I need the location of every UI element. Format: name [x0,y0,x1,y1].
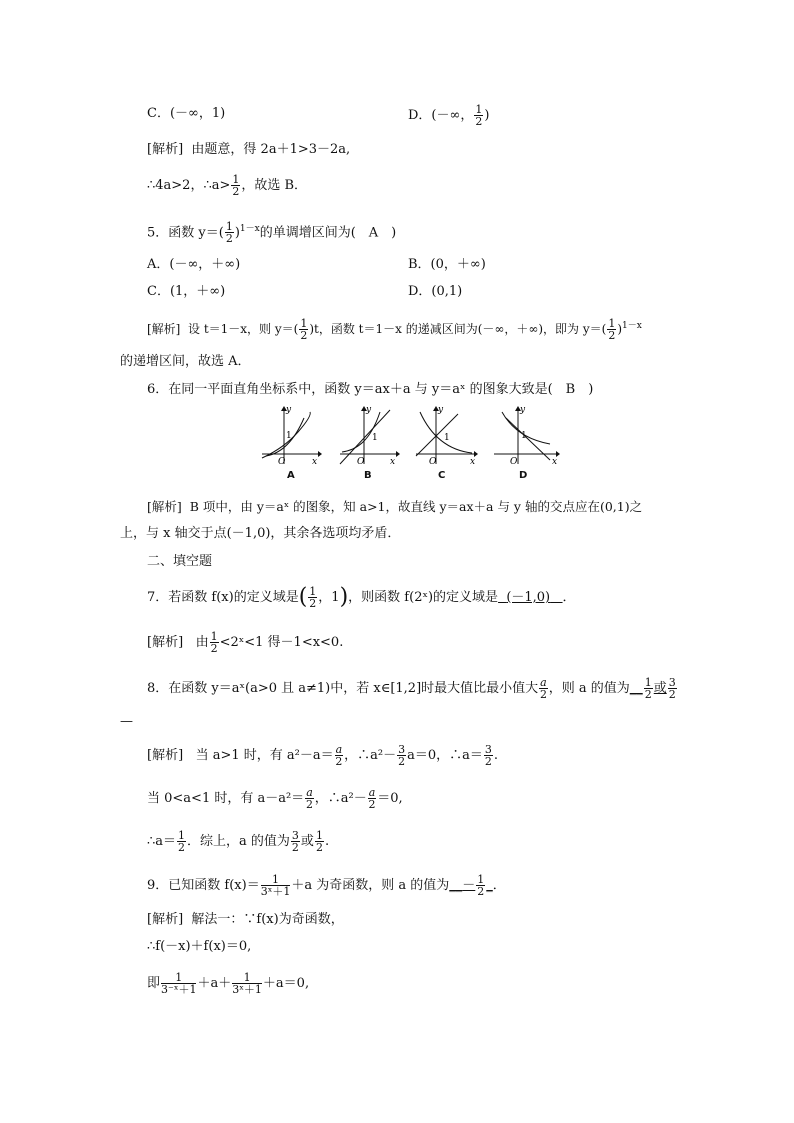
q4-option-d-prefix: D．(－∞， [408,108,474,123]
q5-option-d: D．(0,1) [408,284,463,299]
fraction-one-half: $\frac{1}{2}$ [309,585,317,610]
q7-solution: [解析] 由 $\frac{1}{2}$ <2ˣ<1 得－1<x<0. [147,630,344,655]
q5-solution-line1: [解析] 设 t＝1－x，则 y＝( $\frac{1}{2}$ )t，函数 t＝1－x 的递减区间为(－∞，＋∞)，即为 y＝( $\frac{1}{2}$ )$^{1-x}$ [147,317,642,342]
graph-label-b: B [364,470,372,481]
q6-solution-line2: 上，与 x 轴交于点(－1,0)，其余各选项均矛盾． [120,526,401,541]
svg-text:x: x [470,457,476,466]
svg-text:x: x [390,457,396,466]
q5-option-a: A．(－∞，＋∞) [147,257,241,272]
svg-text:1: 1 [372,433,378,443]
graph-c [412,404,478,466]
graph-b [336,404,400,466]
q5-option-c: C．(1，＋∞) [147,284,226,299]
fraction-one-half: $\frac{1}{2}$ [232,173,240,198]
solution-tag: [解析] [147,322,181,336]
svg-text:1: 1 [444,433,450,443]
svg-text:x: x [552,457,558,466]
fraction-a-over-2: $\frac{a}{2}$ [539,676,547,701]
q8-answer-blank-tail: — [120,714,133,729]
svg-text:y: y [366,405,372,415]
svg-text:O: O [278,457,286,466]
q6-solution-line1: [解析] B 项中，由 y＝aˣ 的图象，知 a>1，故直线 y＝ax＋a 与 y 轴的交点应在(0,1)之 [147,499,643,514]
svg-text:1: 1 [286,431,292,441]
q9-solution-line3: 即 $\frac{1}{\text{3⁻ˣ＋1}}$ ＋a＋ $\frac{1}{\text{3ˣ＋1}}$ ＋a＝0, [147,971,310,996]
svg-text:O: O [357,457,365,466]
svg-text:O: O [510,457,518,466]
graph-d [490,404,560,466]
y-axis-label: y [286,405,292,415]
q8-stem: 8．在函数 y＝aˣ(a>0 且 a≠1)中，若 x∈[1,2]时最大值比最小值大 $\frac{a}{2}$ ，则 a 的值为__ $\frac{1}{2}$ 或 $\frac{3}{2}$ [147,676,676,701]
solution-tag: [解析] [147,142,184,157]
fraction-one-half: $\frac{1}{2}$ [300,317,308,342]
graph-label-c: C [438,470,446,481]
q7-stem: 7．若函数 f(x)的定义域是( $\frac{1}{2}$ ，1)，则函数 f(2ˣ)的定义域是 (－1,0) ． [147,584,576,610]
q6-stem: 6．在同一平面直角坐标系中，函数 y＝ax＋a 与 y＝aˣ 的图象大致是( B ) [147,382,594,397]
svg-text:x: x [312,457,318,466]
svg-text:y: y [520,405,526,415]
solution-tag: [解析] [147,748,184,763]
solution-tag: [解析] [147,499,182,514]
q5-stem: 5．函数 y＝( $\frac{1}{2}$ )$^{1-x}$的单调增区间为( A ) [147,220,397,246]
fraction-one-half: $\frac{1}{2}$ [225,220,233,246]
graph-label-d: D [519,470,528,481]
q5-option-b: B．(0，＋∞) [408,257,486,272]
q4-solution-line2: ∴4a>2，∴a> $\frac{1}{2}$ ，故选 B． [147,173,308,198]
q7-answer: (－1,0) [506,590,551,605]
q8-solution-line2: 当 0<a<1 时，有 a－a²＝ $\frac{a}{2}$ ，∴a²－ $\frac{a}{2}$ ＝0, [147,786,403,811]
q4-option-d-fraction: $\frac{1}{2}$ [475,103,483,128]
section-heading: 二、填空题 [147,554,213,569]
q9-answer: __－ $\frac{1}{2}$ _ [449,873,493,898]
svg-text:y: y [438,405,444,415]
q9-solution-line2: ∴f(－x)＋f(x)＝0, [147,939,252,954]
q8-answer: __ $\frac{1}{2}$ 或 $\frac{3}{2}$ [629,676,676,701]
fraction-1-over-3x-plus-1: $\frac{1}{\text{3ˣ＋1}}$ [260,873,291,898]
q9-solution-line1: [解析] 解法一：∵f(x)为奇函数， [147,912,344,927]
svg-text:1: 1 [521,431,527,441]
q9-stem: 9．已知函数 f(x)＝ $\frac{1}{\text{3ˣ＋1}}$ ＋a 为奇函数，则 a 的值为__－ $\frac{1}{2}$ _． [147,873,506,898]
q4-option-d: D．(－∞， $\frac{1}{2}$ ) [408,103,490,128]
q4-option-c: C．(－∞，1) [147,106,226,121]
solution-tag: [解析] [147,912,184,927]
graph-label-a: A [287,470,295,481]
q4-solution-line1: [解析] 由题意，得 2a＋1>3－2a, [147,142,351,157]
fraction-one-half: $\frac{1}{2}$ [608,317,616,342]
graph-a [258,404,322,466]
solution-tag: [解析] [147,635,184,650]
q8-solution-line3: ∴a＝ $\frac{1}{2}$ ．综上，a 的值为 $\frac{3}{2}$ 或 $\frac{1}{2}$ . [147,829,330,854]
q8-solution-line1: [解析] 当 a>1 时，有 a²－a＝ $\frac{a}{2}$ ，∴a²－ $\frac{3}{2}$ a＝0，∴a＝ $\frac{3}{2}$ . [147,743,499,768]
fraction-one-half: $\frac{1}{2}$ [210,630,218,655]
svg-text:O: O [429,457,437,466]
q5-solution-line2: 的递增区间，故选 A． [120,354,251,369]
